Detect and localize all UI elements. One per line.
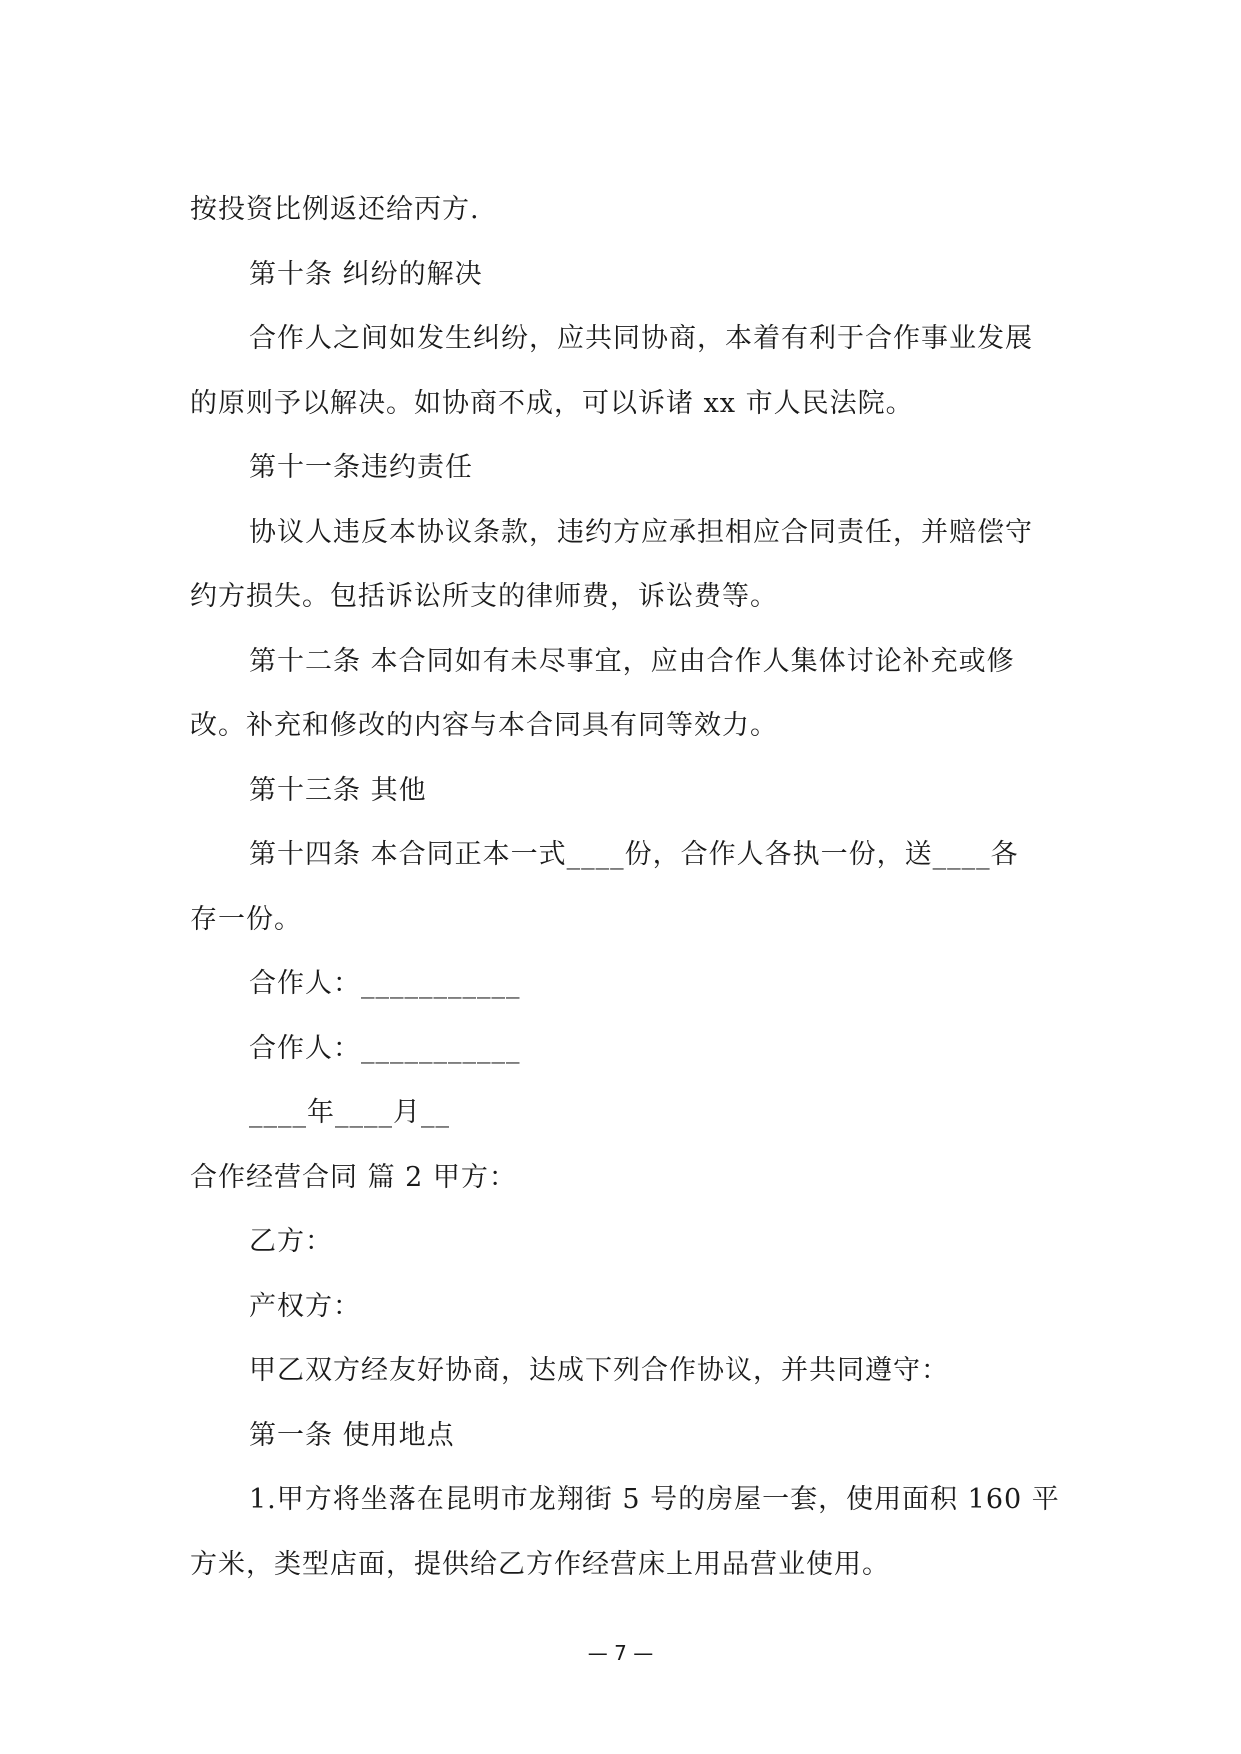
text-line: 合作人之间如发生纠纷，应共同协商，本着有利于合作事业发展 <box>249 323 1033 354</box>
section-heading: 第十条 纠纷的解决 <box>249 259 483 290</box>
date-line: ____年____月__ <box>249 1097 450 1128</box>
text-line: 按投资比例返还给丙方. <box>190 194 480 225</box>
text-line: 存一份。 <box>190 904 302 935</box>
section-heading: 第十三条 其他 <box>249 775 427 806</box>
page-number: — 7 — <box>587 1641 654 1665</box>
text-line: 的原则予以解决。如协商不成，可以诉诸 xx 市人民法院。 <box>190 388 914 419</box>
text-line: 甲乙双方经友好协商，达成下列合作协议，并共同遵守： <box>249 1355 949 1386</box>
text-line: 1.甲方将坐落在昆明市龙翔街 5 号的房屋一套，使用面积 160 平 <box>249 1484 1060 1515</box>
party-line: 乙方： <box>249 1226 333 1257</box>
text-line: 改。补充和修改的内容与本合同具有同等效力。 <box>190 710 778 741</box>
section-heading: 第十一条违约责任 <box>249 452 473 483</box>
signature-line: 合作人：___________ <box>249 1033 521 1064</box>
section-heading: 第一条 使用地点 <box>249 1420 455 1451</box>
contract-title-line: 合作经营合同 篇 2 甲方： <box>190 1162 517 1193</box>
text-line: 协议人违反本协议条款，违约方应承担相应合同责任，并赔偿守 <box>249 517 1033 548</box>
party-line: 产权方： <box>249 1291 361 1322</box>
text-line: 第十四条 本合同正本一式____份，合作人各执一份，送____各 <box>249 839 1019 870</box>
signature-line: 合作人：___________ <box>249 968 521 999</box>
text-line: 第十二条 本合同如有未尽事宜，应由合作人集体讨论补充或修 <box>249 646 1015 677</box>
text-line: 方米，类型店面，提供给乙方作经营床上用品营业使用。 <box>190 1549 890 1580</box>
text-line: 约方损失。包括诉讼所支的律师费，诉讼费等。 <box>190 581 778 612</box>
